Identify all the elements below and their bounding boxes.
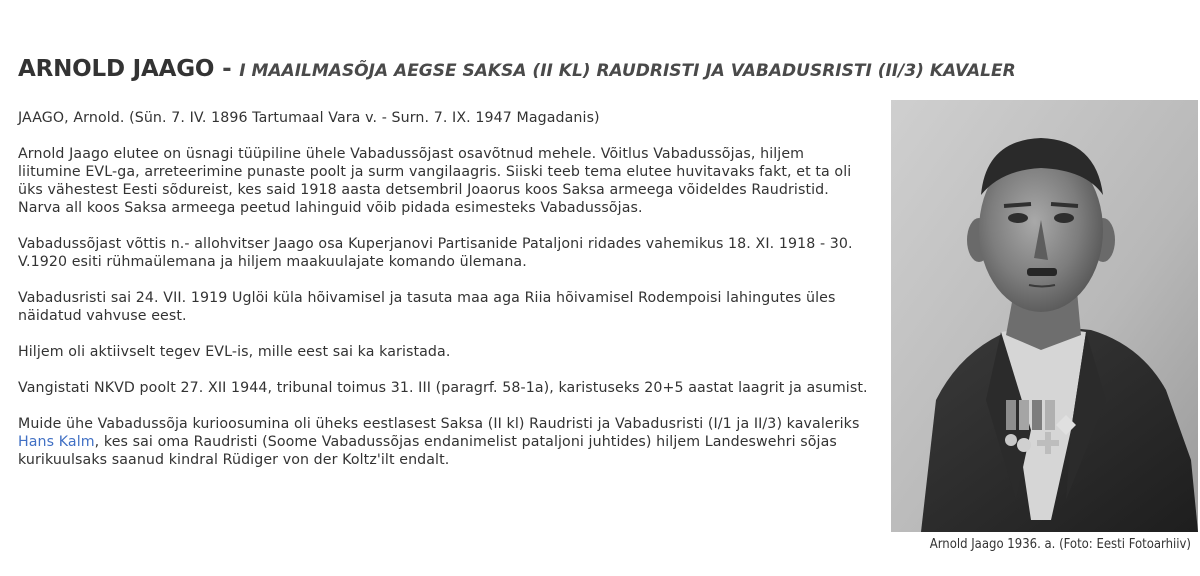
- title-name: ARNOLD JAAGO: [18, 56, 215, 82]
- hans-kalm-link[interactable]: Hans Kalm: [18, 434, 95, 450]
- photo-caption: Arnold Jaago 1936. a. (Foto: Eesti Fotoarhiiv): [929, 537, 1191, 552]
- bio-summary: JAAGO, Arnold. (Sün. 7. IV. 1896 Tartumaal Vara v. - Surn. 7. IX. 1947 Magadanis): [18, 110, 600, 126]
- title-dash: -: [214, 56, 240, 82]
- bio-text: , kes sai oma Raudristi (Soome Vabadussõjas endanimelist pataljoni juhtides) hiljem Landeswehri sõjas kurikuulsaks saanud kindral Rüdiger von der Koltz'ilt endalt.: [18, 434, 837, 468]
- title-subtitle: I MAAILMASÕJA AEGSE SAKSA (II KL) RAUDRISTI JA VABADUSRISTI (II/3) KAVALER: [239, 61, 1016, 81]
- bio-paragraph: [18, 415, 868, 469]
- portrait-image: [891, 100, 1198, 532]
- bio-paragraph: Vabadussõjast võttis n.- allohvitser Jaago osa Kuperjanovi Partisanide Pataljoni ridades vahemikus 18. XI. 1918 - 30. V.1920 esiti rühmaülemana ja hiljem maakuulajate komando ülemana.: [18, 236, 853, 270]
- portrait-photo: [891, 100, 1198, 532]
- bio-paragraph: Vabadusristi sai 24. VII. 1919 Uglöi küla hõivamisel ja tasuta maa aga Riia hõivamisel Rodempoisi lahingutes üles näidatud vahvuse eest.: [18, 290, 836, 324]
- page-title: [18, 56, 1188, 82]
- bio-paragraph: Arnold Jaago elutee on üsnagi tüüpiline ühele Vabadussõjast osavõtnud mehele. Võitlus Vabadussõjas, hiljem liitumine EVL-ga, arreteerimine punaste poolt ja surm vangilaagris. Siiski teeb tema elutee huvitavaks fakt, et ta oli üks vähestest Eesti sõdureist, kes said 1918 aasta detsembril Joaorus koos Saksa armeega võideldes Raudristid. Narva all koos Saksa armeega peetud lahinguid võib pidada esimesteks Vabadussõjas.: [18, 146, 852, 216]
- bio-paragraph: Hiljem oli aktiivselt tegev EVL-is, mille eest sai ka karistada.: [18, 344, 451, 360]
- biography-text: [18, 109, 868, 487]
- bio-paragraph: Vangistati NKVD poolt 27. XII 1944, tribunal toimus 31. III (paragrf. 58-1a), karistuseks 20+5 aastat laagrit ja asumist.: [18, 380, 868, 396]
- bio-text: Muide ühe Vabadussõja kurioosumina oli üheks eestlasest Saksa (II kl) Raudristi ja Vabadusristi (I/1 ja II/3) kavaleriks: [18, 416, 860, 432]
